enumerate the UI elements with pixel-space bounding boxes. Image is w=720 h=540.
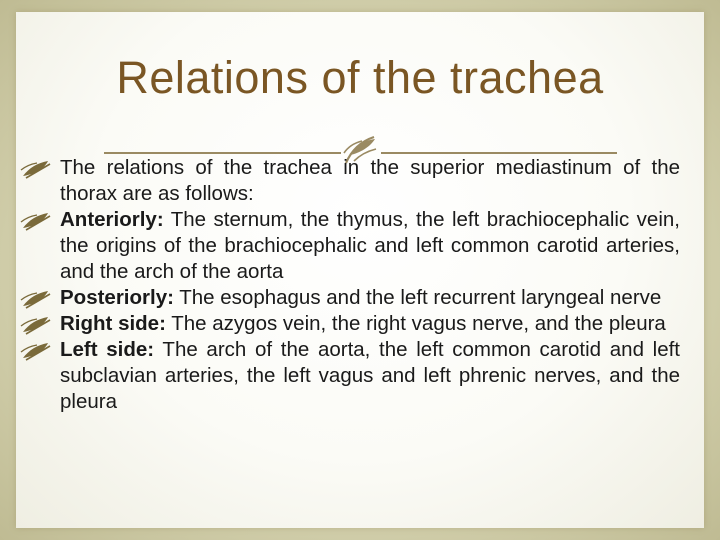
list-item xyxy=(18,155,680,207)
bullet-text: The relations of the trachea in the superior mediastinum of the thorax are as follows: xyxy=(60,156,680,205)
bullet-text: The arch of the aorta, the left common carotid and left subclavian arteries, the left vagus and left phrenic nerves, and the pleura xyxy=(60,338,680,413)
bullet-lead: Posteriorly: xyxy=(60,286,174,309)
bullet-lead: Left side: xyxy=(60,338,155,361)
bullet-lead: Anteriorly: xyxy=(60,208,164,231)
bullet-text: The sternum, the thymus, the left brachiocephalic vein, the origins of the brachiocephalic and left common carotid arteries, and the arch of the aorta xyxy=(60,208,680,283)
bullet-text: The esophagus and the left recurrent laryngeal nerve xyxy=(173,286,662,309)
title-divider-left xyxy=(104,152,341,154)
slide-title: Relations of the trachea xyxy=(116,52,604,103)
leaf-bullet-icon xyxy=(20,340,54,362)
bullet-lead: Right side: xyxy=(60,312,166,335)
leaf-bullet-icon xyxy=(20,210,54,232)
list-item xyxy=(18,207,680,285)
leaf-bullet-icon xyxy=(20,314,54,336)
title-divider-right xyxy=(381,152,617,154)
bullet-list xyxy=(18,155,680,415)
list-item xyxy=(18,285,680,311)
leaf-bullet-icon xyxy=(20,288,54,310)
list-item xyxy=(18,311,680,337)
list-item xyxy=(18,337,680,415)
leaf-bullet-icon xyxy=(20,158,54,180)
bullet-text: The azygos vein, the right vagus nerve, and the pleura xyxy=(165,312,666,335)
